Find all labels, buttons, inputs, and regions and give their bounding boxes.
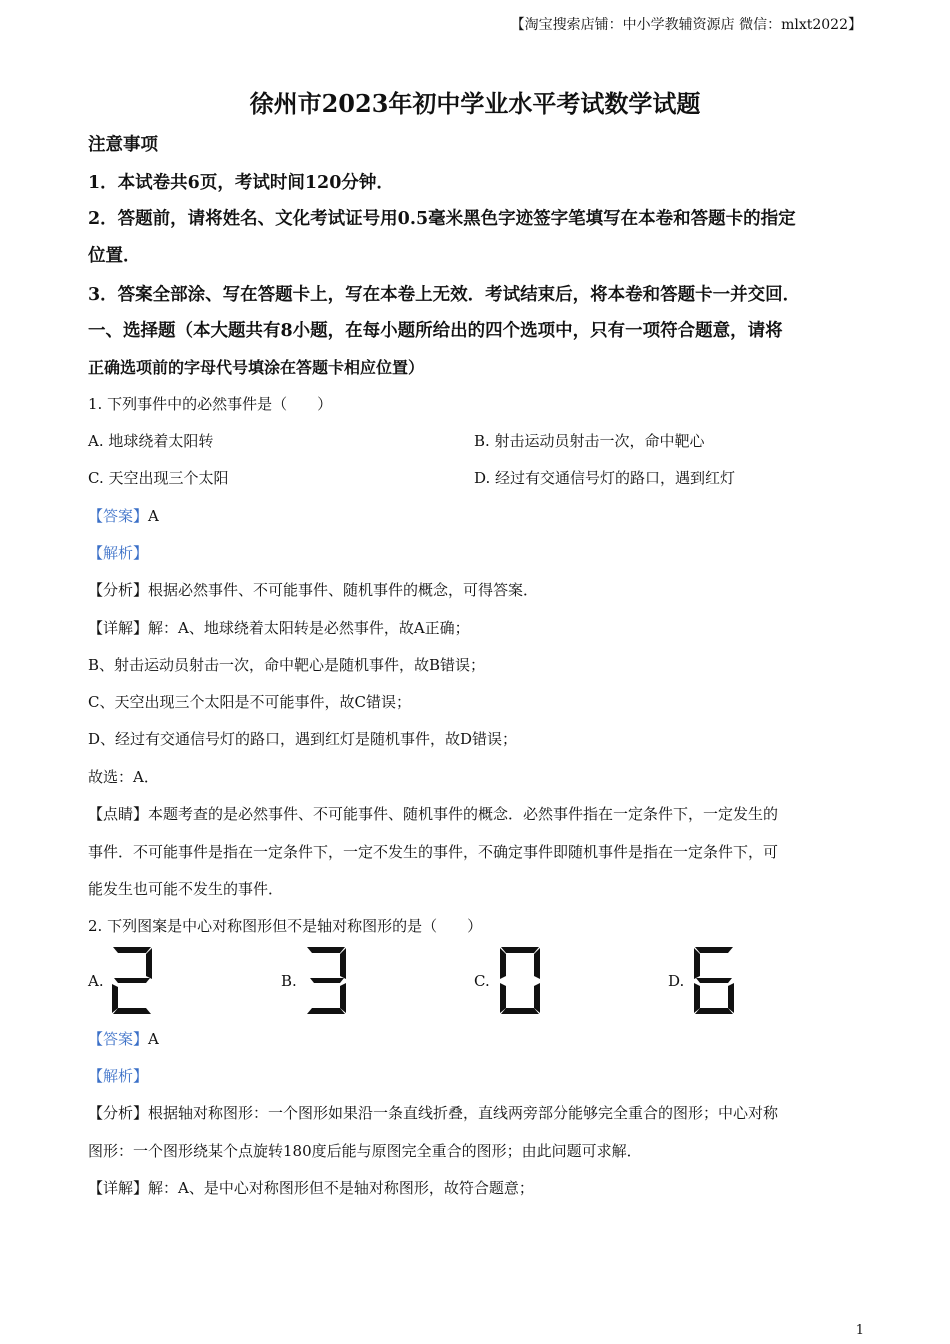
- page-title: 徐州市2023年初中学业水平考试数学试题: [249, 89, 701, 118]
- q1-line-d: D、经过有交通信号灯的路口，遇到红灯是随机事件，故D错误；: [88, 730, 518, 748]
- seven-segment-digit-6-image: [690, 945, 738, 1017]
- note-item-2-line1: 2．答题前，请将姓名、文化考试证号用0.5毫米黑色字迹签字笔填写在本卷和答题卡的指定: [88, 209, 796, 229]
- q2-option-b-label: B.: [281, 972, 297, 990]
- seven-segment-digit-3-image: [302, 945, 350, 1017]
- q1-option-a: A. 地球绕着太阳转: [88, 432, 214, 450]
- section-heading-line2: 正确选项前的字母代号填涂在答题卡相应位置）: [88, 358, 425, 377]
- answer-value: A: [148, 1030, 159, 1048]
- page-number: 1: [855, 1323, 864, 1338]
- q1-xiangjie: 【详解】解：A、地球绕着太阳转是必然事件，故A正确；: [88, 619, 470, 637]
- q1-stem: 1. 下列事件中的必然事件是（ ）: [88, 395, 333, 413]
- seven-segment-digit-0-image: [496, 945, 544, 1017]
- q2-fenxi-line2: 图形：一个图形绕某个点旋转180度后能与原图完全重合的图形；由此问题可求解．: [88, 1142, 642, 1160]
- q1-line-c: C、天空出现三个太阳是不可能事件，故C错误；: [88, 693, 411, 711]
- q1-option-c: C. 天空出现三个太阳: [88, 469, 229, 487]
- q2-fenxi-line1: 【分析】根据轴对称图形：一个图形如果沿一条直线折叠，直线两旁部分能够完全重合的图形；中心对称: [88, 1104, 779, 1122]
- q1-answer: [88, 505, 159, 526]
- q1-analysis-tag: 【解析】: [88, 544, 149, 562]
- q1-dianjing-line1: 【点睛】本题考查的是必然事件、不可能事件、随机事件的概念．必然事件指在一定条件下，一定发生的: [88, 805, 779, 823]
- q1-option-b: B. 射击运动员射击一次，命中靶心: [474, 432, 705, 450]
- q1-dianjing-line3: 能发生也可能不发生的事件．: [88, 880, 284, 898]
- note-item-1: 1．本试卷共6页，考试时间120分钟．: [88, 173, 394, 193]
- q2-option-a-label: A.: [88, 972, 104, 990]
- q2-option-c-label: C.: [474, 972, 490, 990]
- seven-segment-digit-2-image: [108, 945, 156, 1017]
- page-header: 【淘宝搜索店铺：中小学教辅资源店 微信：mlxt2022】: [510, 17, 862, 33]
- q1-fenxi: 【分析】根据必然事件、不可能事件、随机事件的概念，可得答案．: [88, 581, 539, 599]
- answer-tag: 【答案】: [88, 507, 149, 525]
- q1-option-d: D. 经过有交通信号灯的路口，遇到红灯: [474, 469, 736, 487]
- q2-analysis-tag: 【解析】: [88, 1067, 149, 1085]
- note-item-3: 3．答案全部涂、写在答题卡上，写在本卷上无效．考试结束后，将本卷和答题卡一并交回．: [88, 285, 801, 305]
- section-heading-line1: 一、选择题（本大题共有8小题，在每小题所给出的四个选项中，只有一项符合题意，请将: [88, 321, 783, 341]
- q1-line-b: B、射击运动员射击一次，命中靶心是随机事件，故B错误；: [88, 656, 486, 674]
- answer-value: A: [148, 507, 159, 525]
- q2-stem: 2. 下列图案是中心对称图形但不是轴对称图形的是（ ）: [88, 917, 483, 935]
- q2-option-d-label: D.: [668, 972, 685, 990]
- q2-xiangjie: 【详解】解：A、是中心对称图形但不是轴对称图形，故符合题意；: [88, 1179, 534, 1197]
- q1-dianjing-line2: 事件．不可能事件是指在一定条件下，一定不发生的事件，不确定事件即随机事件是指在一定条件下，可: [88, 843, 779, 861]
- q1-choose: 故选：A．: [88, 768, 159, 786]
- note-item-2-line2: 位置．: [88, 246, 141, 266]
- notes-heading: 注意事项: [88, 135, 158, 155]
- q2-answer: [88, 1028, 159, 1049]
- answer-tag: 【答案】: [88, 1030, 149, 1048]
